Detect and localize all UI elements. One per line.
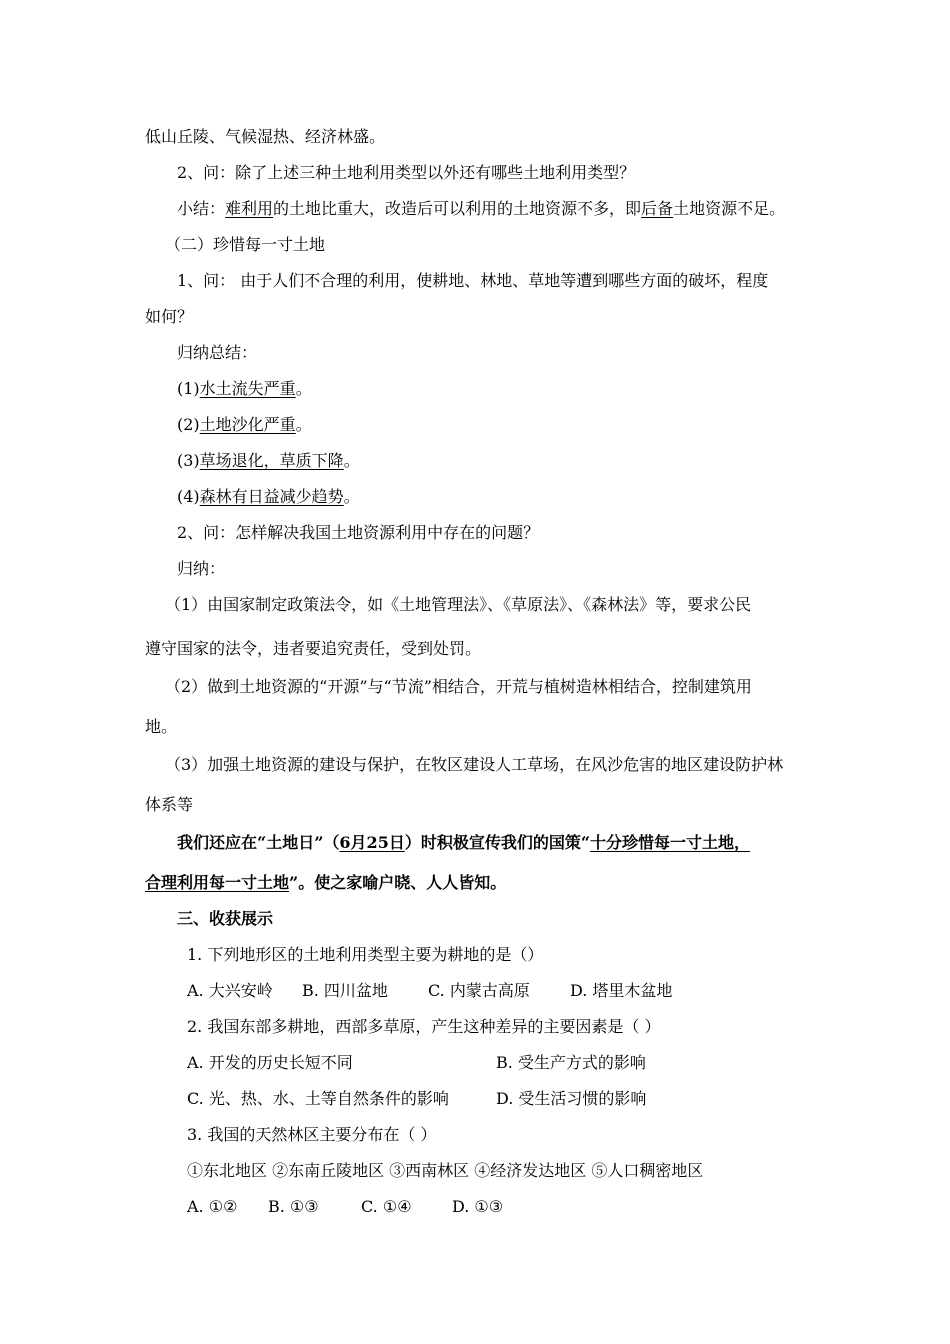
option-d: D. ①③ — [452, 1197, 504, 1216]
underlined-term: 草场退化，草质下降 — [199, 451, 344, 470]
question-line: 2、问：怎样解决我国土地资源利用中存在的问题？ — [177, 523, 540, 542]
list-number: (2) — [177, 415, 200, 434]
text-line: 如何？ — [145, 307, 194, 326]
list-end: 。 — [295, 379, 312, 398]
text-line: 体系等 — [145, 795, 194, 814]
question-stem: 2. 我国东部多耕地，西部多草原，产生这种差异的主要因素是（ ） — [187, 1017, 661, 1036]
bold-text: ）时积极宣传我们的国策“ — [404, 833, 591, 852]
question-items: ①东北地区 ②东南丘陵地区 ③西南林区 ④经济发达地区 ⑤人口稠密地区 — [187, 1161, 704, 1180]
option-d: D. 受生活习惯的影响 — [496, 1089, 647, 1108]
question-line: 1、问： 由于人们不合理的利用，使耕地、林地、草地等遭到哪些方面的破坏，程度 — [177, 271, 769, 290]
text-line: 遵守国家的法令，违者要追究责任，受到处罚。 — [145, 639, 482, 658]
option-d: D. 塔里木盆地 — [570, 981, 673, 1000]
underlined-term: 水土流失严重 — [199, 379, 296, 398]
text-line: 地。 — [145, 717, 178, 736]
question-line: 2、问：除了上述三种土地利用类型以外还有哪些土地利用类型？ — [177, 163, 636, 182]
underlined-policy: 合理利用每一寸土地 — [145, 873, 290, 892]
underlined-date: 6月25日 — [339, 833, 405, 852]
bold-text: ”。使之家喻户晓、人人皆知。 — [289, 873, 507, 892]
option-b: B. ①③ — [268, 1197, 319, 1216]
list-number: (1) — [177, 379, 200, 398]
list-item — [177, 486, 360, 508]
list-end: 。 — [343, 487, 360, 506]
text-line: （1）由国家制定政策法令，如《土地管理法》、《草原法》、《森林法》等，要求公民 — [165, 595, 752, 614]
text-line: 归纳： — [177, 559, 226, 578]
list-item — [177, 414, 312, 436]
summary-text: 的土地比重大，改造后可以利用的土地资源不多，即 — [273, 199, 642, 218]
underlined-term: 土地沙化严重 — [199, 415, 296, 434]
list-item — [177, 450, 360, 472]
list-end: 。 — [295, 415, 312, 434]
option-b: B. 四川盆地 — [302, 981, 388, 1000]
underlined-term: 森林有日益减少趋势 — [199, 487, 344, 506]
section-heading: （二）珍惜每一寸土地 — [165, 235, 326, 254]
option-c: C. 光、热、水、土等自然条件的影响 — [187, 1089, 449, 1108]
option-c: C. ①④ — [361, 1197, 412, 1216]
option-c: C. 内蒙古高原 — [428, 981, 530, 1000]
bold-text: 我们还应在“土地日”（ — [177, 833, 340, 852]
section-heading: 三、收获展示 — [177, 909, 274, 928]
summary-line — [177, 198, 785, 220]
list-number: (3) — [177, 451, 200, 470]
text-line: 低山丘陵、气候湿热、经济林盛。 — [145, 127, 386, 146]
bold-line — [145, 872, 506, 894]
option-a: A. ①② — [187, 1197, 238, 1216]
list-end: 。 — [343, 451, 360, 470]
underlined-term: 后备 — [641, 199, 674, 218]
option-b: B. 受生产方式的影响 — [496, 1053, 646, 1072]
text-line: （2）做到土地资源的“开源”与“节流”相结合，开荒与植树造林相结合，控制建筑用 — [165, 677, 752, 696]
underlined-term: 难利用 — [225, 199, 274, 218]
summary-text: 土地资源不足。 — [673, 199, 786, 218]
question-stem: 1. 下列地形区的土地利用类型主要为耕地的是（） — [187, 945, 544, 964]
bold-line — [177, 832, 750, 854]
text-line: （3）加强土地资源的建设与保护，在牧区建设人工草场，在风沙危害的地区建设防护林 — [165, 755, 784, 774]
summary-label: 小结： — [177, 199, 226, 218]
text-line: 归纳总结： — [177, 343, 258, 362]
question-stem: 3. 我国的天然林区主要分布在（ ） — [187, 1125, 437, 1144]
list-item — [177, 378, 312, 400]
option-a: A. 开发的历史长短不同 — [187, 1053, 353, 1072]
underlined-policy: 十分珍惜每一寸土地， — [590, 833, 751, 852]
option-a: A. 大兴安岭 — [187, 981, 273, 1000]
list-number: (4) — [177, 487, 200, 506]
